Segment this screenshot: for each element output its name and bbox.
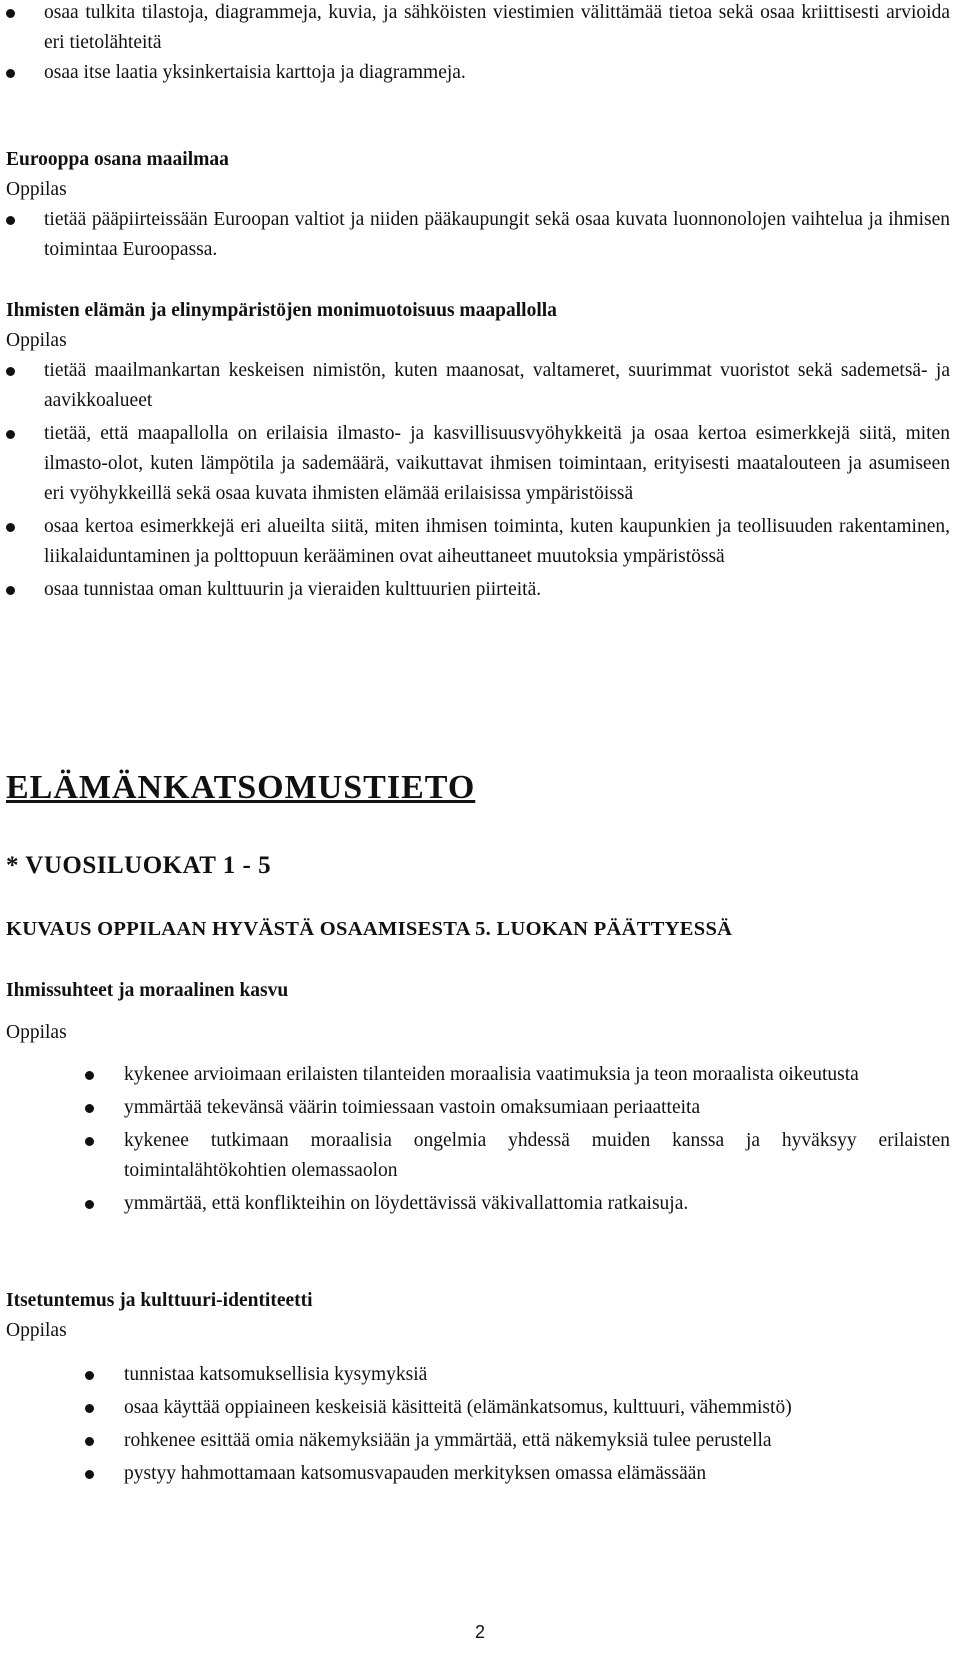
europe-section (6, 145, 950, 265)
list-item (6, 575, 950, 605)
bullet-list (6, 1360, 950, 1489)
list-item-text: ymmärtää tekevänsä väärin toimiessaan vastoin omaksumiaan periaatteita (124, 1097, 701, 1118)
bullet-icon (6, 69, 15, 78)
bullet-icon (85, 1371, 94, 1380)
section-heading: Eurooppa osana maailmaa (6, 149, 229, 170)
page-number: 2 (474, 1622, 485, 1642)
list-item (6, 356, 950, 416)
bullet-icon (85, 1104, 94, 1113)
section-heading: Ihmissuhteet ja moraalinen kasvu (6, 980, 289, 1001)
list-item (6, 205, 950, 265)
list-item (6, 1459, 950, 1489)
bullet-icon (6, 430, 15, 439)
grades-title: * VUOSILUOKAT 1 - 5 (6, 852, 272, 879)
bullet-icon (6, 216, 15, 225)
list-item (6, 1060, 950, 1090)
bullet-list (6, 1060, 950, 1219)
list-item-text: osaa tulkita tilastoja, diagrammeja, kuvia, ja sähköisten viestimien välittämää tietoa sekä osaa kriittisesti arvioida eri tietolähteitä (44, 2, 950, 53)
list-item (6, 1126, 950, 1186)
list-item-text: tunnistaa katsomuksellisia kysymyksiä (124, 1364, 428, 1385)
list-item-text: ymmärtää, että konflikteihin on löydettävissä väkivallattomia ratkaisuja. (124, 1193, 689, 1214)
list-item-text: pystyy hahmottamaan katsomusvapauden merkityksen omassa elämässään (124, 1463, 707, 1484)
list-item-text: kykenee arvioimaan erilaisten tilanteiden moraalisia vaatimuksia ja teon moraalista oikeutusta (124, 1064, 859, 1085)
list-item (6, 58, 950, 88)
list-item-text: tietää pääpiirteissään Euroopan valtiot ja niiden pääkaupungit sekä osaa kuvata luonnonolojen vaihtelua ja ihmisen toimintaa Euroopassa. (44, 209, 950, 260)
list-item (6, 1093, 950, 1123)
list-item (6, 1360, 950, 1390)
bullet-icon (85, 1137, 94, 1146)
top-bullet-list (6, 0, 950, 88)
relations-section (6, 976, 950, 1219)
list-item-text: osaa itse laatia yksinkertaisia karttoja ja diagrammeja. (44, 62, 466, 83)
list-item-text: tietää maailmankartan keskeisen nimistön, kuten maanosat, valtameret, suurimmat vuoristot sekä sademetsä- ja aavikkoalueet (44, 360, 950, 411)
list-item-text: osaa kertoa esimerkkejä eri alueilta siitä, miten ihmisen toiminta, kuten kaupunkien ja teollisuuden rakentaminen, liikalaiduntaminen ja polttopuun kerääminen ovat aiheuttaneet muutoksia ympäristössä (44, 516, 950, 567)
bullet-icon (85, 1404, 94, 1413)
subject-title: ELÄMÄNKATSOMUSTIETO (6, 769, 476, 806)
list-item-text: tietää, että maapallolla on erilaisia ilmasto- ja kasvillisuusvyöhykkeitä ja osaa kertoa esimerkkejä siitä, miten ilmasto-olot, kuten lämpötila ja sademäärä, vaikuttavat ihmisen toimintaan, erityisesti maatalouteen ja asumiseen eri vyöhykkeillä sekä osaa kuvata ihmisten elämää erilaisissa ympäristöissä (44, 423, 950, 504)
list-item-text: osaa tunnistaa oman kulttuurin ja vieraiden kulttuurien piirteitä. (44, 579, 542, 600)
list-item-text: rohkenee esittää omia näkemyksiään ja ymmärtää, että näkemyksiä tulee perustella (124, 1430, 772, 1451)
bullet-icon (6, 367, 15, 376)
section-heading: Itsetuntemus ja kulttuuri-identiteetti (6, 1290, 313, 1311)
diversity-section (6, 296, 950, 605)
bullet-icon (6, 586, 15, 595)
bullet-list (6, 356, 950, 605)
pupil-label: Oppilas (6, 1022, 67, 1043)
pupil-label: Oppilas (6, 330, 67, 351)
list-item (6, 419, 950, 509)
bullet-icon (85, 1200, 94, 1209)
list-item (6, 1189, 950, 1219)
bullet-icon (85, 1071, 94, 1080)
list-item-text: kykenee tutkimaan moraalisia ongelmia yhdessä muiden kanssa ja hyväksyy erilaisten toimintalähtökohtien olemassaolon (124, 1130, 950, 1181)
identity-section (6, 1286, 950, 1489)
bullet-icon (6, 523, 15, 532)
section-heading: Ihmisten elämän ja elinympäristöjen monimuotoisuus maapallolla (6, 300, 557, 321)
list-item (6, 0, 950, 58)
bullet-icon (85, 1437, 94, 1446)
list-item-text: osaa käyttää oppiaineen keskeisiä käsitteitä (elämänkatsomus, kulttuuri, vähemmistö) (124, 1397, 792, 1418)
bullet-list (6, 205, 950, 265)
bullet-icon (6, 9, 15, 18)
list-item (6, 1393, 950, 1423)
list-item (6, 512, 950, 572)
pupil-label: Oppilas (6, 179, 67, 200)
list-item (6, 1426, 950, 1456)
pupil-label: Oppilas (6, 1320, 67, 1341)
description-title: KUVAUS OPPILAAN HYVÄSTÄ OSAAMISESTA 5. LUOKAN PÄÄTTYESSÄ (6, 918, 733, 940)
bullet-icon (85, 1470, 94, 1479)
